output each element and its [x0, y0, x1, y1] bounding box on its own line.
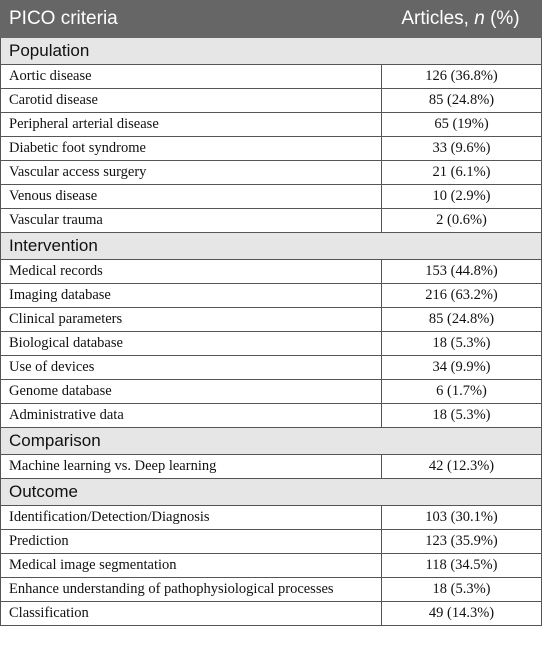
- row-value: 126 (36.8%): [382, 65, 542, 89]
- row-value: 103 (30.1%): [382, 506, 542, 530]
- section-title: Population: [1, 38, 542, 65]
- table-row: [1, 65, 542, 89]
- header-articles: [382, 1, 542, 38]
- table-row: [1, 332, 542, 356]
- row-label: Prediction: [1, 530, 382, 554]
- row-label: Medical image segmentation: [1, 554, 382, 578]
- section-row-population: [1, 38, 542, 65]
- section-title: Outcome: [1, 479, 542, 506]
- table-row: [1, 113, 542, 137]
- header-row: [1, 1, 542, 38]
- table-row: [1, 209, 542, 233]
- section-row-outcome: [1, 479, 542, 506]
- table-row: [1, 530, 542, 554]
- header-criteria: PICO criteria: [1, 1, 382, 38]
- table-row: [1, 455, 542, 479]
- row-value: 216 (63.2%): [382, 284, 542, 308]
- row-value: 33 (9.6%): [382, 137, 542, 161]
- table-row: [1, 185, 542, 209]
- row-value: 21 (6.1%): [382, 161, 542, 185]
- section-title: Intervention: [1, 233, 542, 260]
- row-label: Venous disease: [1, 185, 382, 209]
- row-label: Aortic disease: [1, 65, 382, 89]
- row-value: 6 (1.7%): [382, 380, 542, 404]
- row-value: 123 (35.9%): [382, 530, 542, 554]
- row-value: 42 (12.3%): [382, 455, 542, 479]
- row-label: Vascular trauma: [1, 209, 382, 233]
- table-body: [1, 38, 542, 626]
- section-title: Comparison: [1, 428, 542, 455]
- table-row: [1, 356, 542, 380]
- table-row: [1, 578, 542, 602]
- section-row-intervention: [1, 233, 542, 260]
- section-row-comparison: [1, 428, 542, 455]
- table-row: [1, 89, 542, 113]
- row-value: 85 (24.8%): [382, 308, 542, 332]
- row-label: Genome database: [1, 380, 382, 404]
- row-label: Diabetic foot syndrome: [1, 137, 382, 161]
- table-row: [1, 137, 542, 161]
- table-row: [1, 161, 542, 185]
- table-row: [1, 260, 542, 284]
- row-label: Administrative data: [1, 404, 382, 428]
- header-articles-n: n: [474, 8, 485, 29]
- row-value: 18 (5.3%): [382, 332, 542, 356]
- row-value: 2 (0.6%): [382, 209, 542, 233]
- row-label: Enhance understanding of pathophysiological processes: [1, 578, 382, 602]
- table-row: [1, 404, 542, 428]
- row-value: 18 (5.3%): [382, 578, 542, 602]
- table-row: [1, 554, 542, 578]
- table-row: [1, 284, 542, 308]
- row-value: 18 (5.3%): [382, 404, 542, 428]
- header-articles-pct: (%): [484, 8, 520, 29]
- row-value: 10 (2.9%): [382, 185, 542, 209]
- row-value: 49 (14.3%): [382, 602, 542, 626]
- row-label: Vascular access surgery: [1, 161, 382, 185]
- row-label: Carotid disease: [1, 89, 382, 113]
- row-label: Use of devices: [1, 356, 382, 380]
- row-value: 65 (19%): [382, 113, 542, 137]
- row-label: Peripheral arterial disease: [1, 113, 382, 137]
- row-label: Identification/Detection/Diagnosis: [1, 506, 382, 530]
- table-row: [1, 602, 542, 626]
- row-label: Classification: [1, 602, 382, 626]
- row-label: Machine learning vs. Deep learning: [1, 455, 382, 479]
- row-value: 118 (34.5%): [382, 554, 542, 578]
- row-label: Clinical parameters: [1, 308, 382, 332]
- table-row: [1, 506, 542, 530]
- header-articles-label: Articles,: [401, 8, 475, 29]
- row-value: 153 (44.8%): [382, 260, 542, 284]
- row-label: Medical records: [1, 260, 382, 284]
- row-label: Biological database: [1, 332, 382, 356]
- row-value: 34 (9.9%): [382, 356, 542, 380]
- table-row: [1, 380, 542, 404]
- row-label: Imaging database: [1, 284, 382, 308]
- table-row: [1, 308, 542, 332]
- row-value: 85 (24.8%): [382, 89, 542, 113]
